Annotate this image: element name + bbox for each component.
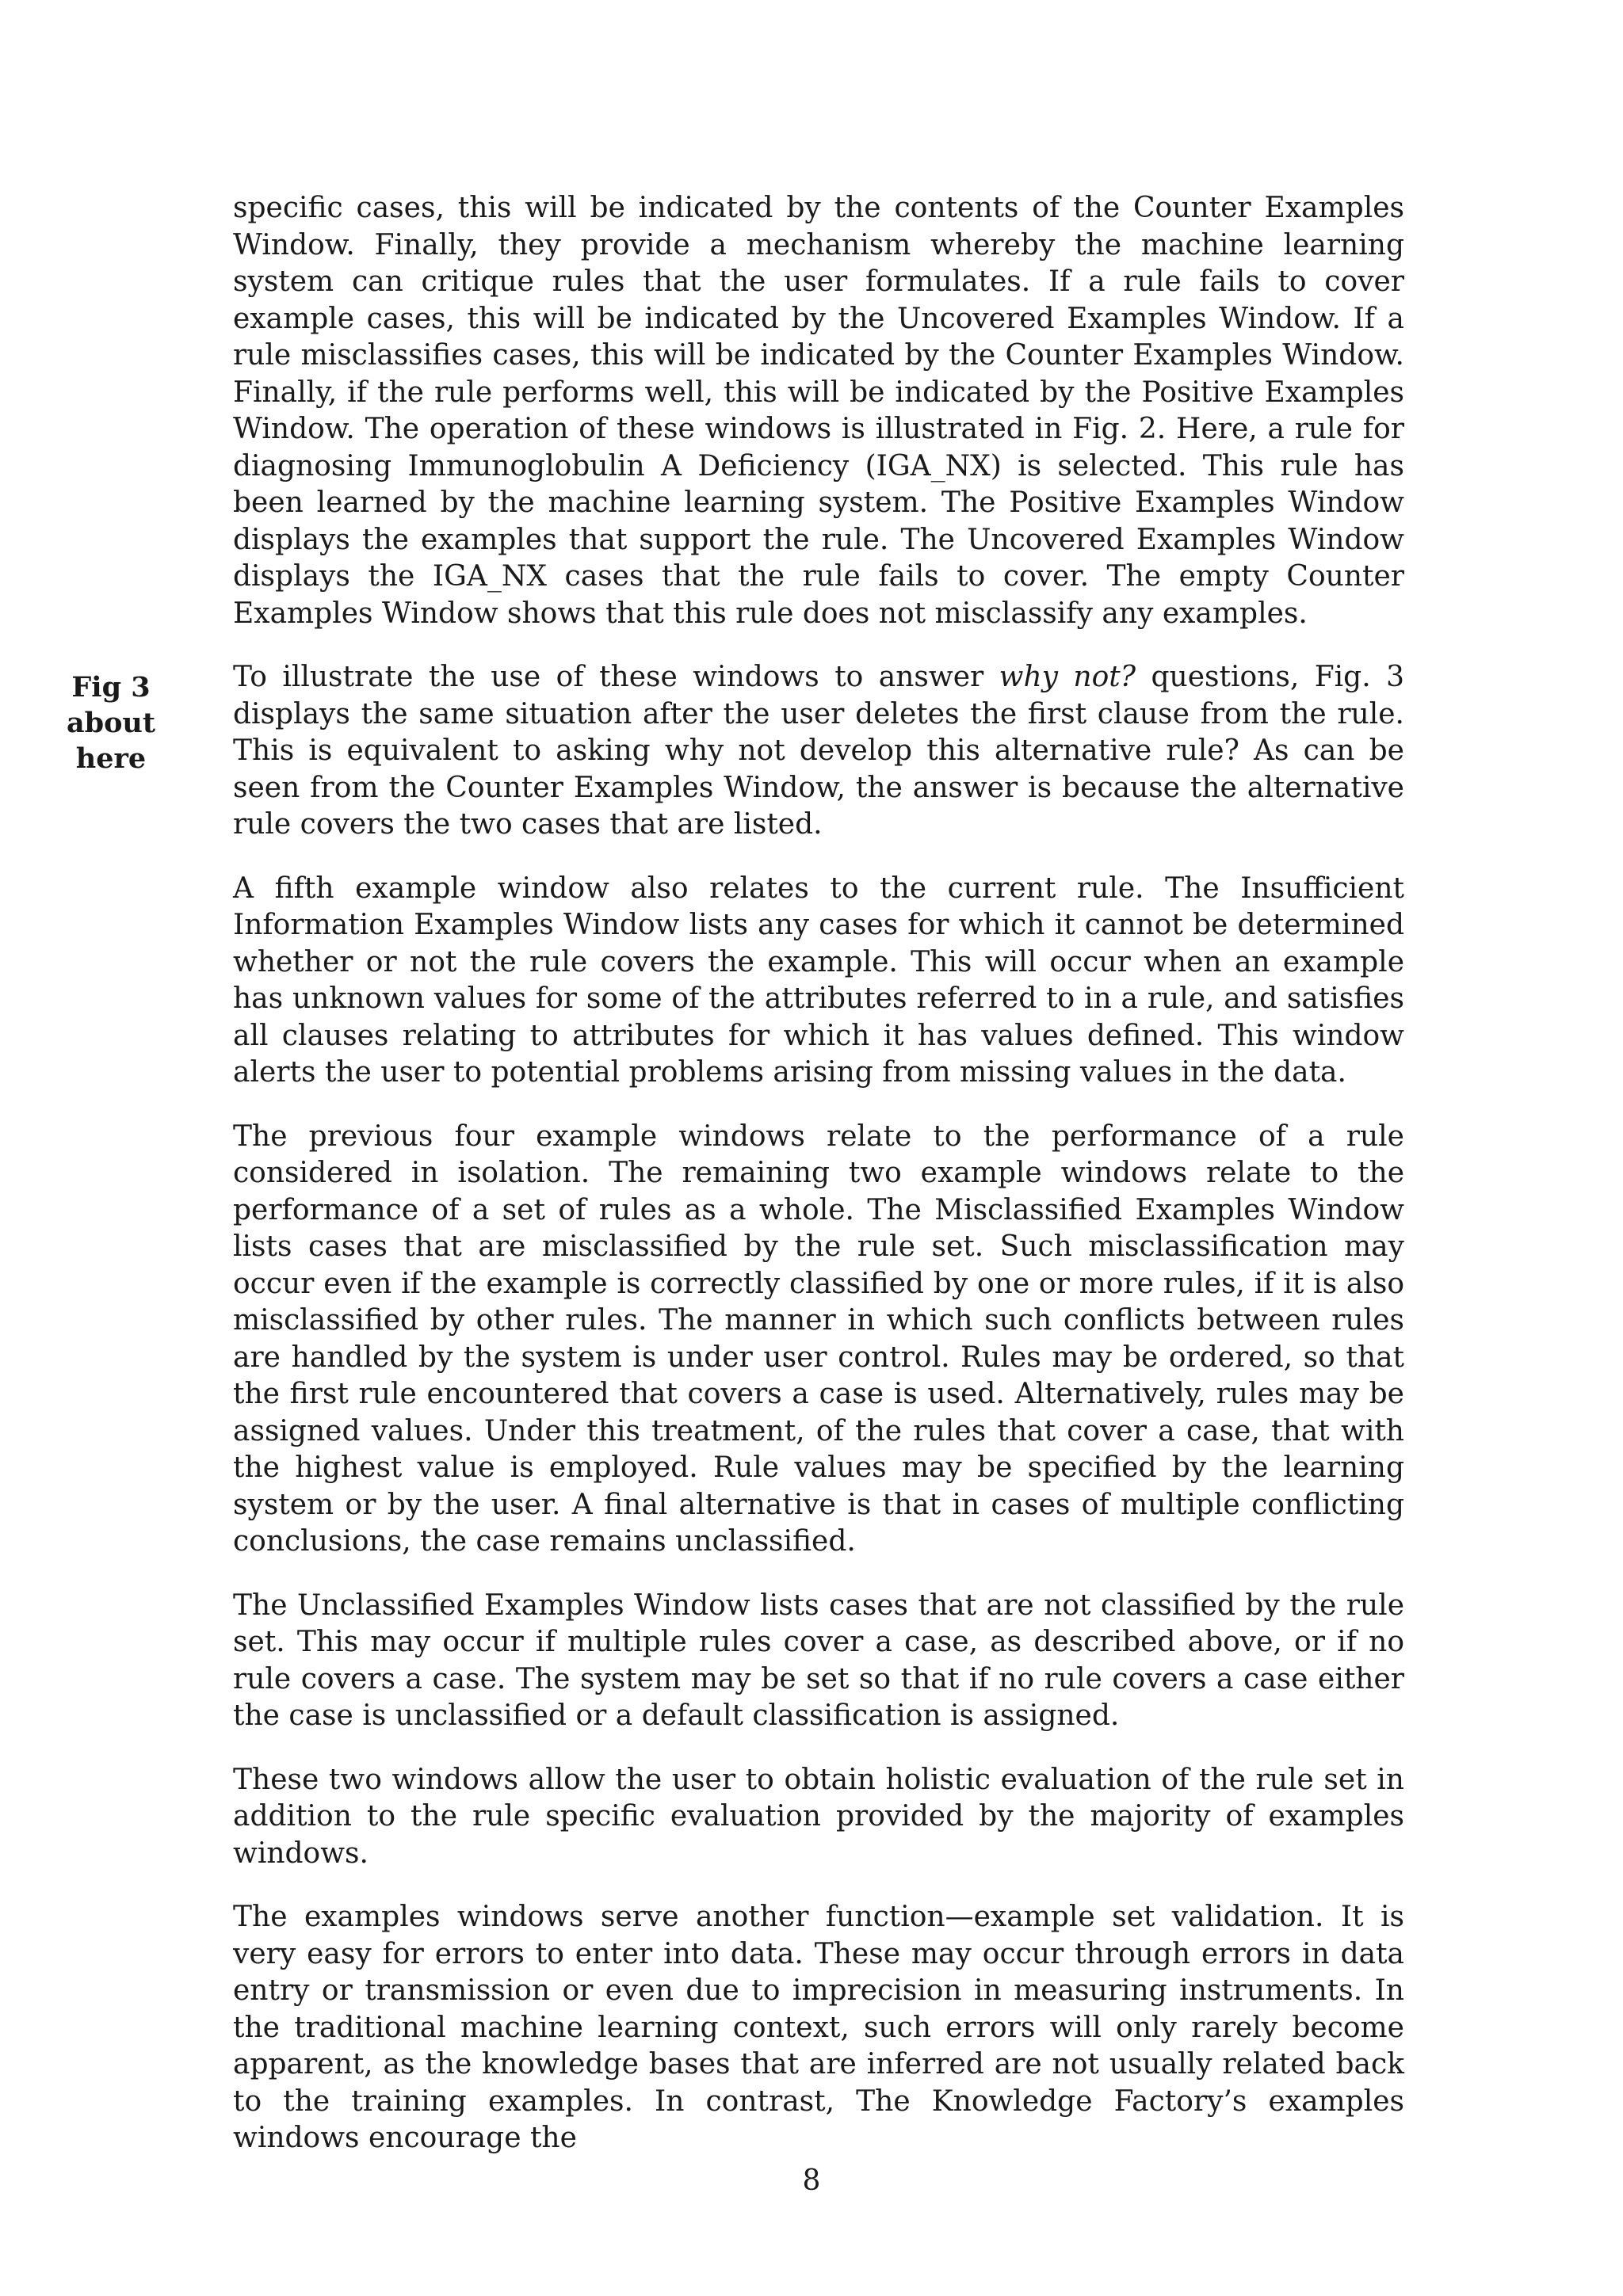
paragraph-italic-text: why not? [999,661,1136,693]
body-text [233,190,1404,2184]
paragraph: The Unclassified Examples Window lists cases that are not classified by the rule set. This may occur if multiple rules cover a case, as described above, or if no rule covers a case. The system may be set so that if no rule covers a case either the case is unclassified or a default classification is assigned. [233,1589,1404,1732]
margin-note-line: here [75,742,147,775]
margin-note-line: about [66,707,156,739]
margin-note-line: Fig 3 [71,671,151,704]
page-number: 8 [802,2164,821,2197]
paragraph: The previous four example windows relate to the performance of a rule considered in isolation. The remaining two example windows relate to the performance of a set of rules as a whole. The Misclassified Examples Window lists cases that are misclassified by the rule set. Such misclassification may occur even if the example is correctly classified by one or more rules, if it is also misclassified by other rules. The manner in which such conflicts between rules are handled by the system is under user control. Rules may be ordered, so that the first rule encountered that covers a case is used. Alternatively, rules may be assigned values. Under this treatment, of the rules that cover a case, that with the highest value is employed. Rule values may be specified by the learning system or by the user. A final alternative is that in cases of multiple conflicting conclusions, the case remains unclassified. [233,1119,1404,1558]
paragraph [233,659,1404,844]
paragraph: specific cases, this will be indicated by the contents of the Counter Examples Window. Finally, they provide a mechanism whereby the machine learning system can critique rules that the user formulates. If a rule fails to cover example cases, this will be indicated by the Uncovered Examples Window. If a rule misclassifies cases, this will be indicated by the Counter Examples Window. Finally, if the rule performs well, this will be indicated by the Positive Examples Window. The operation of these windows is illustrated in Fig. 2. Here, a rule for diagnosing Immunoglobulin A Deficiency (IGA_NX) is selected. This rule has been learned by the machine learning system. The Positive Examples Window displays the examples that support the rule. The Uncovered Examples Window displays the IGA_NX cases that the rule fails to cover. The empty Counter Examples Window shows that this rule does not misclassify any examples. [233,192,1404,630]
paragraph: These two windows allow the user to obtain holistic evaluation of the rule set in addition to the rule specific evaluation provided by the majority of examples windows. [233,1763,1404,1870]
paragraph: A fifth example window also relates to the current rule. The Insufficient Information Examples Window lists any cases for which it cannot be determined whether or not the rule covers the example. This will occur when an example has unknown values for some of the attributes referred to in a rule, and satisfies all clauses relating to attributes for which it has values defined. This window alerts the user to potential problems arising from missing values in the data. [233,871,1404,1089]
paragraph: The examples windows serve another function—example set validation. It is very easy for errors to enter into data. These may occur through errors in data entry or transmission or even due to imprecision in measuring instruments. In the traditional machine learning context, such errors will only rarely become apparent, as the knowledge bases that are inferred are not usually related back to the training examples. In contrast, The Knowledge Factory’s examples windows encourage the [233,1901,1404,2154]
figure-placement-note [48,669,174,776]
paragraph-text: To illustrate the use of these windows to answer [233,661,999,693]
paragraph-text: questions, Fig. 3 displays the same situation after the user deletes the first clause from the rule. This is equivalent to asking why not develop this alternative rule? As can be seen from the Counter Examples Window, the answer is because the alternative rule covers the two cases that are listed. [233,661,1405,841]
